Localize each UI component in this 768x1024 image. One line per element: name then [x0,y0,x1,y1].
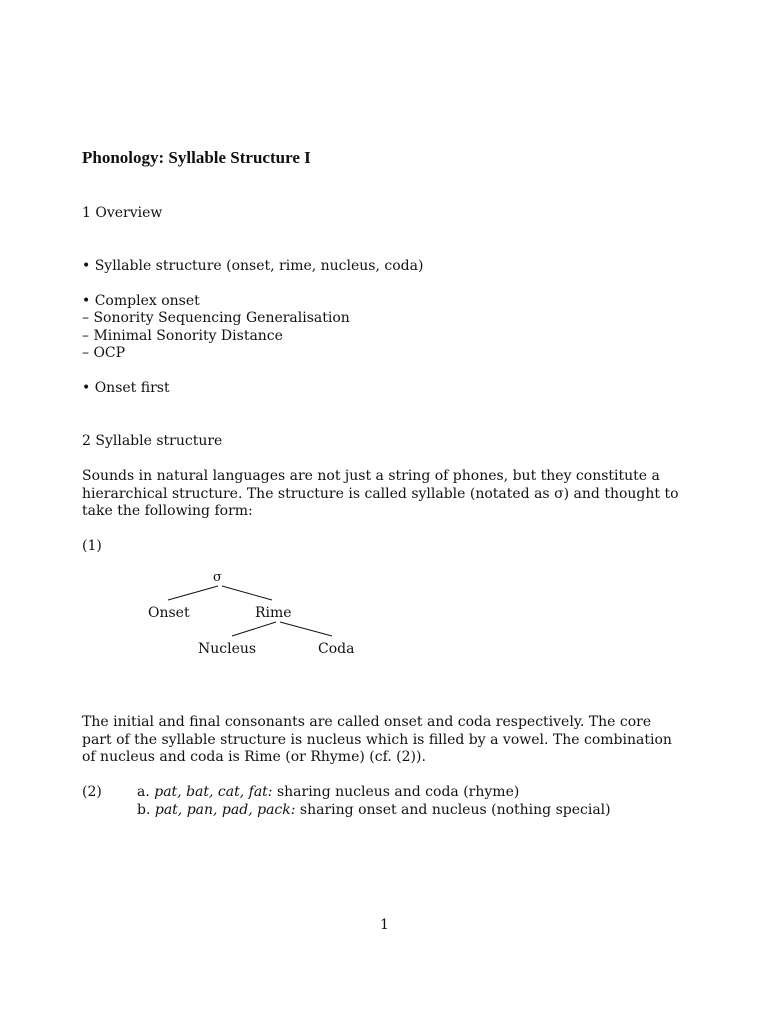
example-2b [137,802,611,820]
paragraph-line: take the following form: [82,503,253,519]
paragraph-line: part of the syllable structure is nucleus which is filled by a vowel. The combination [82,731,672,748]
example-marker: b. [137,802,151,818]
section-heading-syllable-structure: 2 Syllable structure [82,433,223,449]
tree-node-onset: Onset [148,605,190,621]
paragraph-line: The initial and final consonants are called onset and coda respectively. The core [82,714,652,730]
overview-item: • Onset first [82,380,170,396]
tree-node-nucleus: Nucleus [198,641,257,657]
tree-edge-sigma-onset [168,586,218,600]
section-heading-overview: 1 Overview [82,205,163,221]
example-marker: a. [137,784,150,800]
paragraph-line: hierarchical structure. The structure is called syllable (notated as σ) and thought to [82,485,679,502]
page-title: Phonology: Syllable Structure I [82,148,311,167]
paragraph-onset-coda [82,714,702,767]
tree-node-coda: Coda [318,641,355,657]
example-label: (2) [82,784,102,800]
tree-edge-sigma-rime [222,586,272,600]
overview-item: – Minimal Sonority Distance [82,328,283,344]
tree-node-rime: Rime [255,605,292,621]
example-text: sharing onset and nucleus (nothing special) [299,802,611,818]
example-2a [137,784,519,802]
tree-edge-rime-coda [280,622,332,636]
example-words: pat, pan, pad, pack: [154,802,296,818]
overview-item: – Sonority Sequencing Generalisation [82,310,350,326]
overview-item: • Syllable structure (onset, rime, nucleus, coda) [82,258,424,274]
overview-item: • Complex onset [82,293,200,309]
page-number: 1 [380,917,389,933]
example-words: pat, bat, cat, fat: [154,784,273,800]
overview-item: – OCP [82,345,126,361]
paragraph-line: of nucleus and coda is Rime (or Rhyme) (cf. (2)). [82,749,426,765]
example-text: sharing nucleus and coda (rhyme) [276,784,520,800]
tree-edge-rime-nucleus [232,622,276,636]
tree-node-sigma: σ [213,570,222,585]
example-label: (1) [82,538,102,554]
paragraph-line: Sounds in natural languages are not just a string of phones, but they constitute a [82,468,660,484]
